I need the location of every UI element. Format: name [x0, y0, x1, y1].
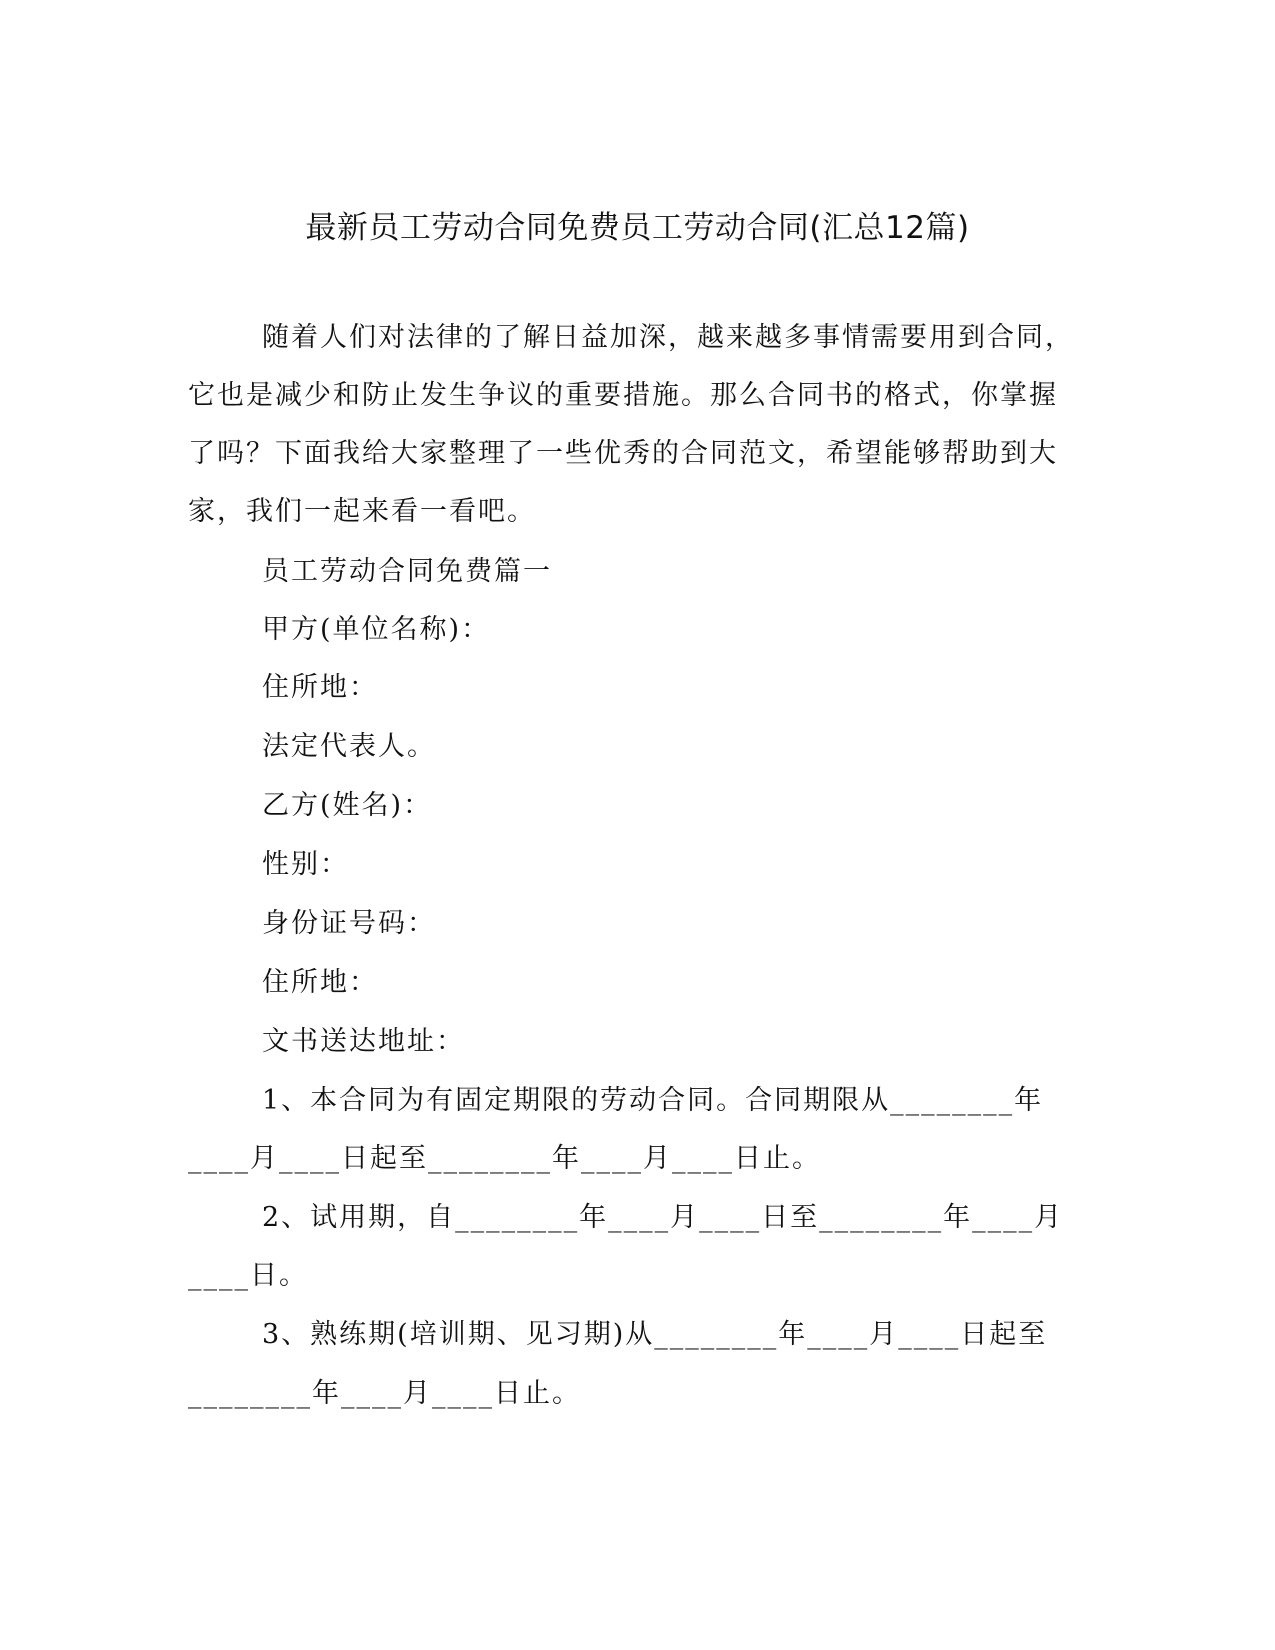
intro-line: 了吗？下面我给大家整理了一些优秀的合同范文，希望能够帮助到大 [188, 438, 1058, 469]
clause-line: ____月____日起至________年____月____日止。 [188, 1143, 821, 1174]
section-heading: 员工劳动合同免费篇一 [262, 556, 552, 587]
field-label: 身份证号码： [262, 908, 436, 939]
clause-line: 1、本合同为有固定期限的劳动合同。合同期限从________年 [262, 1085, 1044, 1116]
intro-line: 随着人们对法律的了解日益加深，越来越多事情需要用到合同， [262, 322, 1074, 353]
clause-line: 3、熟练期(培训期、见习期)从________年____月____日起至 [262, 1319, 1048, 1350]
clause-line: ________年____月____日止。 [188, 1378, 581, 1409]
field-label: 住所地： [262, 672, 378, 703]
intro-line: 家，我们一起来看一看吧。 [188, 496, 536, 527]
field-label: 甲方(单位名称)： [262, 614, 491, 645]
field-label: 性别： [262, 849, 349, 880]
field-label: 法定代表人。 [262, 731, 436, 762]
clause-line: 2、试用期，自________年____月____日至________年____月 [262, 1202, 1064, 1233]
field-label: 文书送达地址： [262, 1026, 465, 1057]
intro-line: 它也是减少和防止发生争议的重要措施。那么合同书的格式，你掌握 [188, 380, 1058, 411]
document-title: 最新员工劳动合同免费员工劳动合同(汇总12篇) [305, 210, 970, 246]
field-label: 住所地： [262, 967, 378, 998]
clause-line: ____日。 [188, 1260, 308, 1291]
field-label: 乙方(姓名)： [262, 790, 433, 821]
